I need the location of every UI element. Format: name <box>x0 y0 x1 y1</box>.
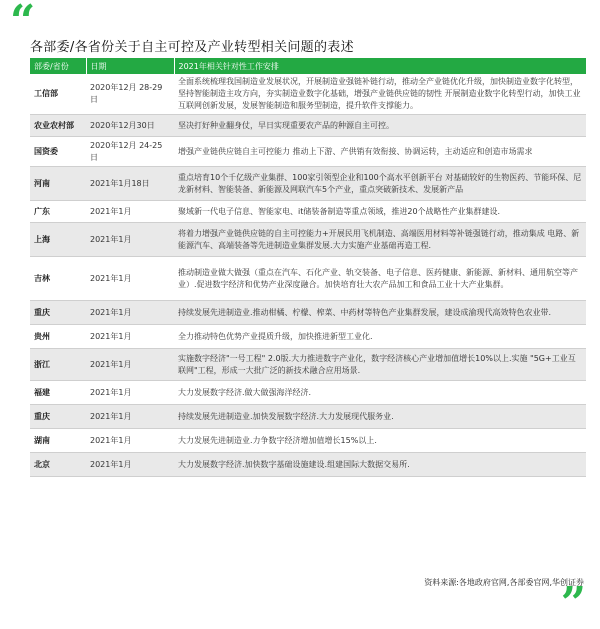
date-cell: 2020年12月 24-25 日 <box>86 137 174 167</box>
table-row <box>30 137 586 167</box>
province-cell: 北京 <box>30 453 86 477</box>
province-cell: 重庆 <box>30 405 86 429</box>
close-quote-icon: ” <box>560 578 586 629</box>
table-row <box>30 201 586 223</box>
arrangement-cell: 将着力增强产业链供应链的自主可控能力+开展民用飞机制造、高端医用材料等补链强链行动，推动集成 电路、新能源汽车、高端装备等先进制造业集群发展.大力实施产业基础再造工程. <box>174 223 586 257</box>
province-cell: 国资委 <box>30 137 86 167</box>
arrangement-cell: 重点培育10个千亿级产业集群、100家引领型企业和100个高水平创新平台 对基础较好的生物医药、节能环保、尼龙新材料、智能装备、新能源及网联汽车5个产业，重点突破新技术、发展新产品 <box>174 167 586 201</box>
date-cell: 2021年1月 <box>86 257 174 301</box>
province-cell: 上海 <box>30 223 86 257</box>
date-cell: 2021年1月 <box>86 453 174 477</box>
table-row <box>30 223 586 257</box>
table-row <box>30 325 586 349</box>
arrangement-cell: 大力发展先进制造业.力争数字经济增加值增长15%以上. <box>174 429 586 453</box>
arrangement-cell: 实施数字经济"一号工程" 2.0版.大力推进数字产业化，数字经济核心产业增加值增长10%以上.实施 "5G+工业互联网"工程，形成一大批广泛的新技术融合应用场景. <box>174 349 586 381</box>
table-row <box>30 257 586 301</box>
arrangement-cell: 持续发展先进制造业.推动柑橘、柠檬、榨菜、中药材等特色产业集群发展，建设成渝现代高效特色农业带. <box>174 301 586 325</box>
province-cell: 浙江 <box>30 349 86 381</box>
province-cell: 重庆 <box>30 301 86 325</box>
province-cell: 河南 <box>30 167 86 201</box>
page-title: 各部委/各省份关于自主可控及产业转型相关问题的表述 <box>30 40 354 55</box>
date-cell: 2020年12月 28-29 日 <box>86 74 174 115</box>
arrangement-cell: 坚决打好种业翻身仗，早日实现重要农产品的种源自主可控。 <box>174 115 586 137</box>
province-cell: 贵州 <box>30 325 86 349</box>
table-row <box>30 381 586 405</box>
date-cell: 2021年1月 <box>86 301 174 325</box>
arrangement-cell: 持续发展先进制造业.加快发展数字经济.大力发展现代服务业. <box>174 405 586 429</box>
date-cell: 2021年1月18日 <box>86 167 174 201</box>
arrangement-cell: 聚域新一代电子信息、智能家电、it储装备制造等重点领域，推进20个战略性产业集群建设. <box>174 201 586 223</box>
arrangement-cell: 推动制造业做大做强（重点在汽车、石化产业、轨交装备、电子信息、医药健康、新能源、新材料、通用航空等产业）.促进数字经济和优势产业深度融合。加快培育壮大农产品加工和食品工业十大产业集群。 <box>174 257 586 301</box>
source-note: 资料来源:各地政府官网,各部委官网,华创证券 <box>424 578 584 587</box>
header-arrangement: 2021年相关针对性工作安排 <box>174 58 586 74</box>
province-cell: 福建 <box>30 381 86 405</box>
province-cell: 湖南 <box>30 429 86 453</box>
table-row <box>30 405 586 429</box>
date-cell: 2021年1月 <box>86 201 174 223</box>
date-cell: 2021年1月 <box>86 429 174 453</box>
date-cell: 2020年12月30日 <box>86 115 174 137</box>
province-cell: 吉林 <box>30 257 86 301</box>
table-row <box>30 115 586 137</box>
table-row <box>30 74 586 115</box>
header-province: 部委/省份 <box>30 58 86 74</box>
arrangement-cell: 全面系统梳理我国制造业发展状况，开展制造业强链补链行动，推动全产业链优化升级，加快制造业数字化转型，坚持智能制造主攻方向，夯实制造业数字化基础，增强产业链供应链的韧性 开展制造业数字化转型行动，加快工业互联网创新发展，发展智能制造和服务型制造，提升软件支撑能力。 <box>174 74 586 115</box>
date-cell: 2021年1月 <box>86 405 174 429</box>
date-cell: 2021年1月 <box>86 223 174 257</box>
province-cell: 广东 <box>30 201 86 223</box>
arrangement-cell: 大力发展数字经济.做大做强海洋经济. <box>174 381 586 405</box>
table-row <box>30 429 586 453</box>
date-cell: 2021年1月 <box>86 349 174 381</box>
arrangement-cell: 大力发展数字经济.加快数字基础设施建设.组建国际大数据交易所. <box>174 453 586 477</box>
date-cell: 2021年1月 <box>86 381 174 405</box>
date-cell: 2021年1月 <box>86 325 174 349</box>
policy-table <box>30 58 587 477</box>
table-row <box>30 301 586 325</box>
arrangement-cell: 增强产业链供应链自主可控能力 推动上下游、产供销有效衔接、协调运转，主动适应和创造市场需求 <box>174 137 586 167</box>
table-header-row <box>30 58 586 74</box>
arrangement-cell: 全力推动特色优势产业提质升级，加快推进新型工业化. <box>174 325 586 349</box>
province-cell: 农业农村部 <box>30 115 86 137</box>
table-row <box>30 453 586 477</box>
province-cell: 工信部 <box>30 74 86 115</box>
open-quote-icon: “ <box>10 0 36 47</box>
table-row <box>30 167 586 201</box>
table-row <box>30 349 586 381</box>
header-date: 日期 <box>86 58 174 74</box>
